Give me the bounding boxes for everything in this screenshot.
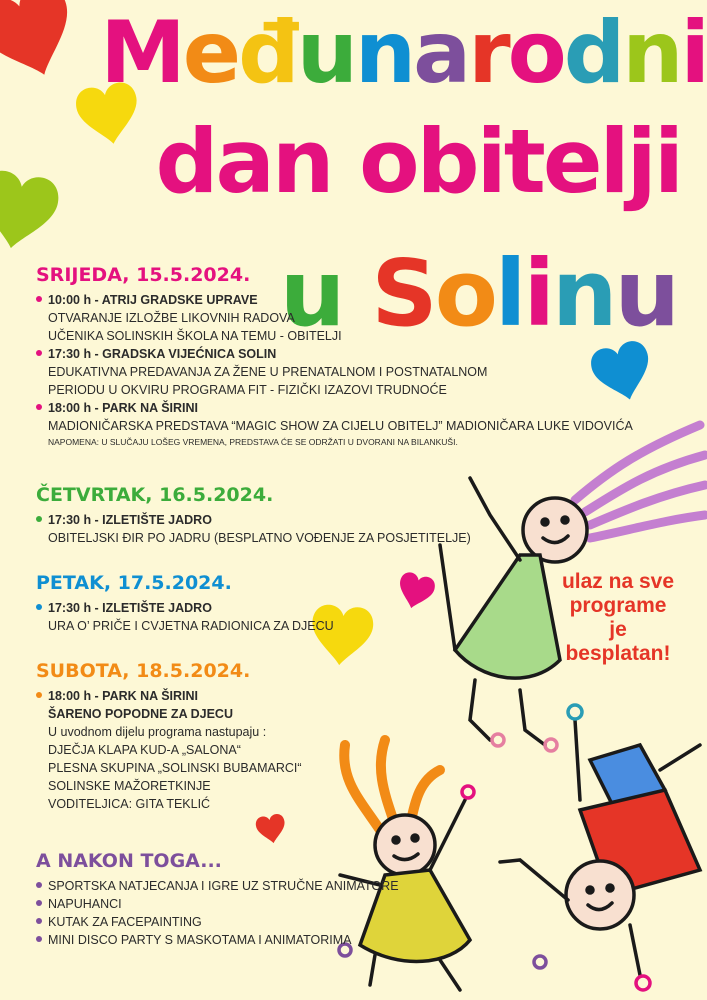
title-letter: i xyxy=(680,3,707,103)
bullet-icon xyxy=(36,882,42,888)
section-friday xyxy=(36,572,334,635)
program-item xyxy=(36,399,633,449)
title-letter: l xyxy=(494,240,524,347)
section-saturday xyxy=(36,660,302,813)
title-letter: o xyxy=(507,3,564,103)
title-letter: n xyxy=(552,240,615,347)
list-item: SPORTSKA NATJECANJA I IGRE UZ STRUČNE ANIMATORE xyxy=(36,877,399,895)
program-time: 10:00 h - ATRIJ GRADSKE UPRAVE xyxy=(48,293,258,307)
program-text: U uvodnom dijelu programa nastupaju : xyxy=(48,725,267,739)
program-text: UČENIKA SOLINSKIH ŠKOLA NA TEMU - OBITELJI xyxy=(48,329,342,343)
title-line-2: dan obitelji xyxy=(155,110,681,213)
program-item xyxy=(36,345,633,399)
program-item xyxy=(36,687,302,813)
program-time: 18:00 h - PARK NA ŠIRINI xyxy=(48,689,199,703)
program-time: 17:30 h - IZLETIŠTE JADRO xyxy=(48,513,212,527)
section-wednesday xyxy=(36,264,633,449)
program-note: NAPOMENA: U SLUČAJU LOŠEG VREMENA, PREDSTAVA ĆE SE ODRŽATI U DVORANI NA BILANKUŠI. xyxy=(48,437,458,447)
after-list xyxy=(36,877,399,949)
free-entry-note: ulaz na sve programe je besplatan! xyxy=(561,570,675,665)
bullet-icon xyxy=(36,404,42,410)
bullet-icon xyxy=(36,900,42,906)
day-heading: PETAK, 17.5.2024. xyxy=(36,572,232,594)
program-time: 18:00 h - PARK NA ŠIRINI xyxy=(48,401,199,415)
day-heading: A NAKON TOGA... xyxy=(36,850,222,872)
title-letter: n xyxy=(354,3,414,103)
program-text: MADIONIČARSKA PREDSTAVA “MAGIC SHOW ZA CIJELU OBITELJ” MADIONIČARA LUKE VIDOVIĆA xyxy=(48,419,633,433)
program-text: SOLINSKE MAŽORETKINJE xyxy=(48,779,211,793)
title-letter: i xyxy=(523,240,552,347)
program-text: DJEČJA KLAPA KUD-A „SALONA“ xyxy=(48,743,241,757)
title-letter: r xyxy=(468,3,508,103)
title-letter: d xyxy=(563,3,623,103)
bullet-icon xyxy=(36,516,42,522)
bullet-icon xyxy=(36,692,42,698)
program-time: 17:30 h - IZLETIŠTE JADRO xyxy=(48,601,212,615)
bullet-icon xyxy=(36,918,42,924)
program-text: VODITELJICA: GITA TEKLIĆ xyxy=(48,797,211,811)
program-text: URA O’ PRIČE I CVJETNA RADIONICA ZA DJECU xyxy=(48,619,334,633)
list-item: KUTAK ZA FACEPAINTING xyxy=(36,913,399,931)
title-letter: u xyxy=(279,240,343,347)
section-thursday xyxy=(36,484,471,547)
program-time: 17:30 h - GRADSKA VIJEĆNICA SOLIN xyxy=(48,347,277,361)
title-letter: M xyxy=(100,3,183,103)
program-text: PLESNA SKUPINA „SOLINSKI BUBAMARCI“ xyxy=(48,761,302,775)
child-drawing-illustration xyxy=(500,705,700,990)
program-item xyxy=(36,599,334,635)
title-letter: S xyxy=(371,240,435,347)
heart-icon xyxy=(255,813,288,846)
list-item: NAPUHANCI xyxy=(36,895,399,913)
title-letter: đ xyxy=(238,3,297,103)
bullet-icon xyxy=(36,296,42,302)
title-letter: n xyxy=(622,3,681,103)
list-item: MINI DISCO PARTY S MASKOTAMA I ANIMATORIMA xyxy=(36,931,399,949)
program-subtitle: ŠARENO POPODNE ZA DJECU xyxy=(48,707,233,721)
day-heading: SRIJEDA, 15.5.2024. xyxy=(36,264,251,286)
title-letter: o xyxy=(434,240,495,347)
program-item xyxy=(36,511,471,547)
heart-icon xyxy=(394,570,437,612)
day-heading: SUBOTA, 18.5.2024. xyxy=(36,660,251,682)
title-letter: a xyxy=(413,3,469,103)
title-line-1 xyxy=(0,3,707,103)
bullet-icon xyxy=(36,936,42,942)
title-letter: u xyxy=(614,240,677,347)
program-text: OTVARANJE IZLOŽBE LIKOVNIH RADOVA xyxy=(48,311,295,325)
title-letter: e xyxy=(182,3,239,103)
program-text: EDUKATIVNA PREDAVANJA ZA ŽENE U PRENATALNOM I POSTNATALNOM xyxy=(48,365,488,379)
day-heading: ČETVRTAK, 16.5.2024. xyxy=(36,484,274,506)
section-after xyxy=(36,850,399,949)
bullet-icon xyxy=(36,350,42,356)
program-item xyxy=(36,291,633,345)
bullet-icon xyxy=(36,604,42,610)
program-text: PERIODU U OKVIRU PROGRAMA FIT - FIZIČKI IZAZOVI TRUDNOĆE xyxy=(48,383,447,397)
program-text: OBITELJSKI ĐIR PO JADRU (BESPLATNO VOĐENJE ZA POSJETITELJE) xyxy=(48,531,471,545)
title-letter: u xyxy=(296,3,355,103)
